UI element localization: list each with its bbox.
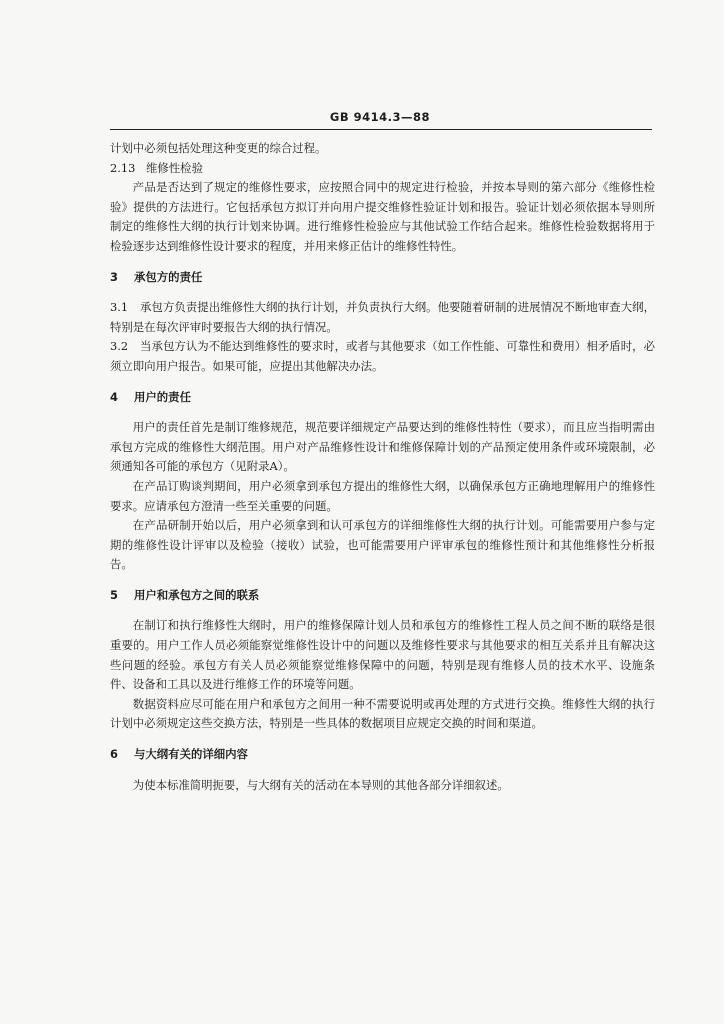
- section-number: 3: [110, 269, 118, 284]
- clause-3-2: [110, 337, 655, 376]
- paragraph: 在产品研制开始以后，用户必须拿到和认可承包方的详细维修性大纲的执行计划。可能需要用户参与定期的维修性设计评审以及检验（接收）试验，也可能需要用户评审承包的维修性预计和其他维修性分析报告。: [110, 518, 655, 572]
- section-5-heading: [110, 586, 655, 606]
- paragraph: 为使本标准简明扼要，与大纲有关的活动在本导则的其他各部分详细叙述。: [132, 777, 509, 792]
- section-number: 4: [110, 389, 118, 404]
- section-title: 用户的责任: [134, 389, 191, 404]
- standard-code: GB 9414.3—88: [329, 110, 430, 124]
- clause-number: 3.2: [110, 339, 129, 354]
- clause-number: 3.1: [110, 300, 129, 315]
- paragraph: 在制订和执行维修性大纲时，用户的维修保障计划人员和承包方的维修性工程人员之间不断的联络是很重要的。用户工作人员必须能察觉维修性设计中的问题以及维修性要求与其他要求的相互关系并且有解决这些问题的经验。承包方有关人员必须能察觉维修保障中的问题，特别是现有维修人员的技术水平、设施条件、设备和工具以及进行维修工作的环境等问题。: [110, 618, 655, 692]
- section-title: 用户和承包方之间的联系: [134, 587, 260, 602]
- section-3-heading: [110, 268, 655, 288]
- paragraph: 产品是否达到了规定的维修性要求，应按照合同中的规定进行检验，并按本导则的第六部分《维修性检验》提供的方法进行。它包括承包方拟订并向用户提交维修性验证计划和报告。验证计划必须依据本导则所制定的维修性大纲的执行计划来协调。进行维修性检验应与其他试验工作结合起来。维修性检验数据将用于检验逐步达到维修性设计要求的程度，并用来修正估计的维修性特性。: [110, 180, 655, 253]
- paragraph: 数据资料应尽可能在用户和承包方之间用一种不需要说明或再处理的方式进行交换。维修性大纲的执行计划中必须规定这些交换方法，特别是一些具体的数据项目应规定交换的时间和渠道。: [110, 696, 655, 731]
- section-number: 6: [110, 747, 118, 762]
- section-4-heading: [110, 388, 655, 408]
- document-body: [110, 139, 655, 795]
- paragraph: 在产品订购谈判期间，用户必须拿到承包方提出的维修性大纲，以确保承包方正确地理解用户的维修性要求。应请承包方澄清一些至关重要的问题。: [110, 478, 655, 513]
- clause-text: 承包方负责提出维修性大纲的执行计划，并负责执行大纲。他要随着研制的进展情况不断地审查大纲，特别是在每次评审时要报告大纲的执行情况。: [110, 300, 655, 334]
- section-6-heading: [110, 745, 655, 765]
- section-title: 承包方的责任: [134, 269, 203, 284]
- page-header: [110, 109, 652, 130]
- section-2-13-heading: [110, 159, 655, 179]
- section-title: 维修性检验: [146, 160, 203, 175]
- section-number: 5: [110, 587, 118, 602]
- paragraph: 计划中必须包括处理这种变更的综合过程。: [110, 141, 327, 155]
- section-number: 2.13: [110, 160, 136, 175]
- paragraph: 用户的责任首先是制订维修规范，规范要详细规定产品要达到的维修性特性（要求），而且应当指明需由承包方完成的维修性大纲范围。用户对产品维修性设计和维修保障计划的产品预定使用条件或环境限制，必须通知各可能的承包方（见附录A）。: [110, 420, 655, 474]
- section-title: 与大纲有关的详细内容: [134, 747, 248, 762]
- clause-text: 当承包方认为不能达到维修性的要求时，或者与其他要求（如工作性能、可靠性和费用）相矛盾时，必须立即向用户报告。如果可能，应提出其他解决办法。: [110, 339, 655, 373]
- clause-3-1: [110, 298, 655, 337]
